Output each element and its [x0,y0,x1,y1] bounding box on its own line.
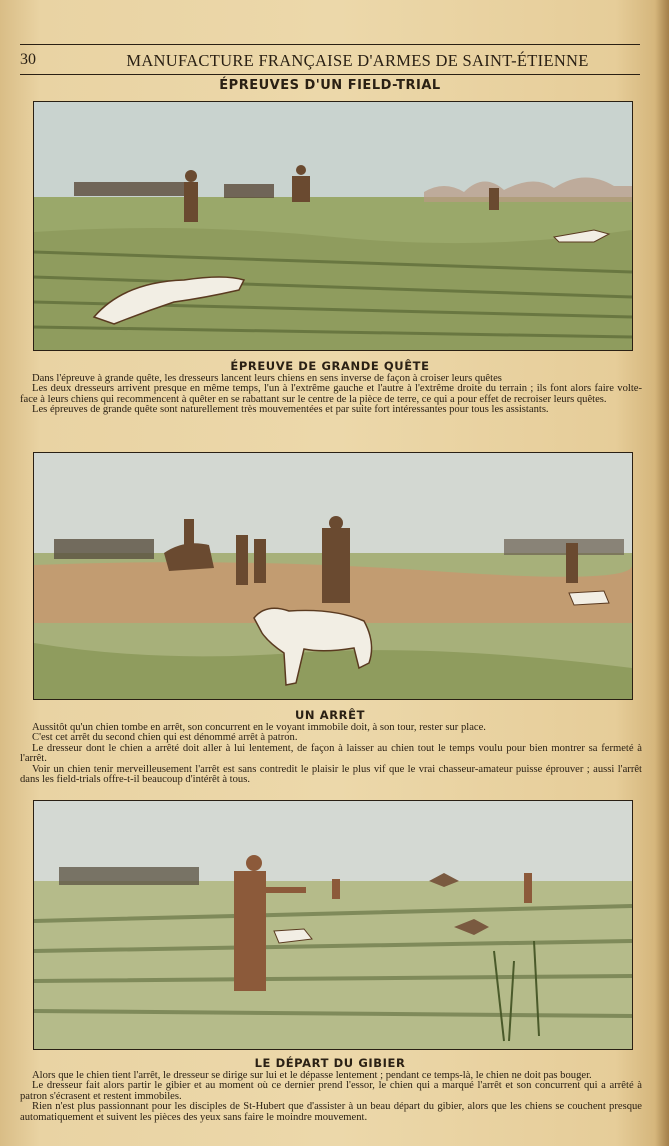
text-depart-du-gibier [20,1071,642,1123]
header-rule [20,74,640,75]
paragraph: Rien n'est plus passionnant pour les disciples de St-Hubert que d'assister à un beau départ du gibier, alors que les chiens se couchent presque automatiquement et suivent les pièces des yeux sans faire le moindre mouvement. [20,1101,642,1123]
page-spine-shadow [655,0,669,1146]
paragraph: Les deux dresseurs arrivent presque en même temps, l'un à l'extrême gauche et l'autre à l'extrême droite du terrain ; ils font alors faire volte-face à leurs chiens qui recommencent à quêter en se rabattant sur le centre de la pièce de terre, ce qui a pour effet de recroiser leurs quêtes. [20,383,642,405]
paragraph: C'est cet arrêt du second chien qui est dénommé arrêt à patron. [32,732,298,744]
paragraph: Alors que le chien tient l'arrêt, le dresseur se dirige sur lui et le dépasse lentement ; pendant ce temps-là, le chien ne doit pas bouger. [32,1070,592,1081]
paragraph: Les épreuves de grande quête sont naturellement très mouvementées et par suite fort intéressantes pour tous les assistants. [32,404,549,416]
paragraph: Dans l'épreuve à grande quête, les dresseurs lancent leurs chiens en sens inverse de façon à croiser leurs quêtes [32,373,502,384]
section-title: ÉPREUVES D'UN FIELD-TRIAL [219,78,441,93]
paragraph: Le dresseur dont le chien a arrêté doit aller à lui lentement, de façon à laisser au chien tout le temps voulu pour bien montrer sa fermeté à l'arrêt. [20,742,642,765]
caption-depart-du-gibier: LE DÉPART DU GIBIER [254,1056,406,1070]
text-grande-quete [20,374,642,416]
page-header [20,44,640,75]
caption-un-arret: UN ARRÊT [294,708,366,722]
un-arret-illustration [33,452,633,700]
paragraph: Voir un chien tenir merveilleusement l'arrêt est sans contredit le plaisir le plus vif que le vrai chasseur-amateur puisse éprouver ; aussi l'arrêt dans les field-trials offre-t-il beaucoup d'intérêt à tous. [20,763,642,786]
running-title: MANUFACTURE FRANÇAISE D'ARMES DE SAINT-ÉTIENNE [126,51,589,70]
grande-quete-illustration [33,101,633,351]
text-un-arret [20,723,642,785]
paragraph: Aussitôt qu'un chien tombe en arrêt, son concurrent en le voyant immobile doit, à son tour, rester sur place. [32,722,486,733]
depart-du-gibier-illustration [33,800,633,1050]
caption-grande-quete: ÉPREUVE DE GRANDE QUÊTE [230,359,430,373]
page-number: 30 [20,51,36,68]
paragraph: Le dresseur fait alors partir le gibier et au moment où ce dernier prend l'essor, le chien qui a marqué l'arrêt et son concurrent qui a arrêté à patron s'écrasent et restent immobiles. [20,1080,642,1102]
